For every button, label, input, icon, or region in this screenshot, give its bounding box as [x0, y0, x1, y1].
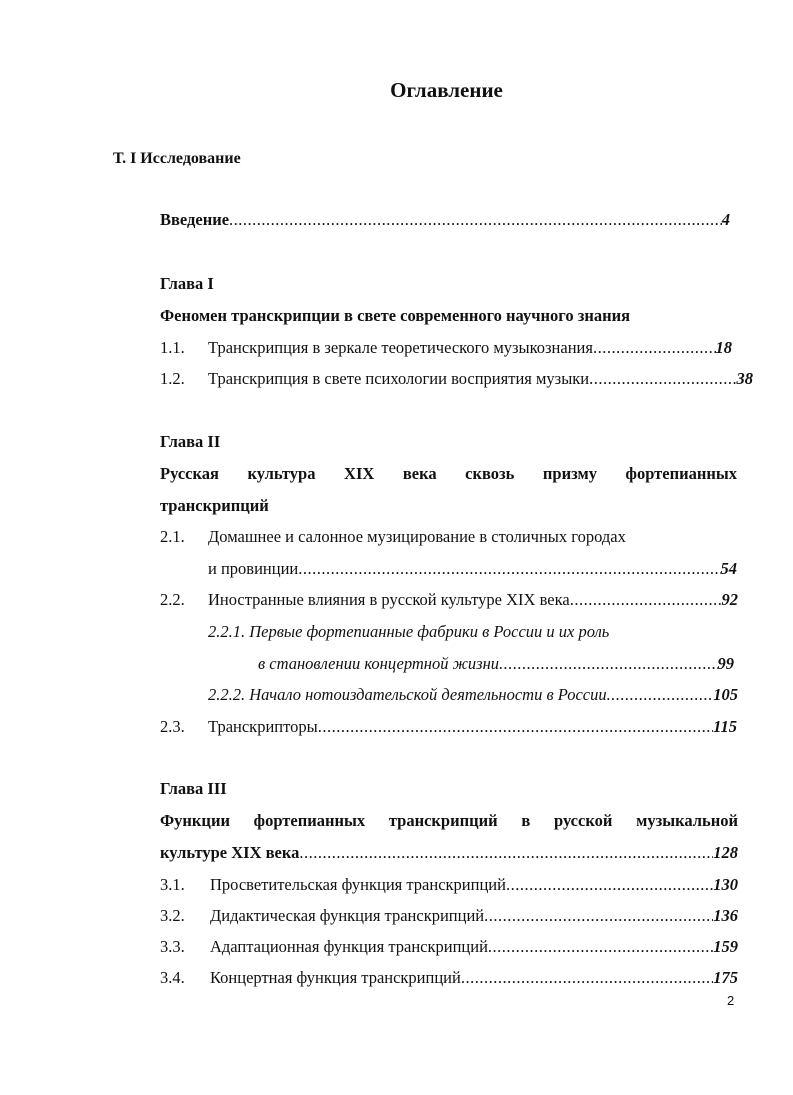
toc-entry-page: 4 [721, 210, 730, 229]
toc-entry-label: Транскрипция в зеркале теоретического музыкознания [208, 338, 593, 357]
toc-entry-label: Просветительская функция транскрипций [210, 875, 506, 894]
toc-entry-label: Адаптационная функция транскрипций [210, 937, 488, 956]
toc-subentry[interactable] [208, 685, 738, 705]
toc-entry-label: Дидактическая функция транскрипций [210, 906, 485, 925]
leader-dots [299, 843, 713, 863]
toc-entry-number: 3.3. [160, 937, 185, 956]
chapter-heading: Глава I [160, 274, 214, 293]
toc-entry[interactable] [210, 937, 738, 957]
leader-dots [298, 559, 720, 579]
part-heading: Т. I Исследование [113, 150, 241, 167]
leader-dots [484, 906, 713, 926]
leader-dots [488, 937, 713, 957]
leader-dots [570, 590, 722, 610]
leader-dots [461, 968, 713, 988]
toc-entry[interactable] [208, 559, 737, 579]
toc-entry-label: Транскрипция в свете психологии восприятия музыки [208, 369, 590, 388]
page-title: Оглавление [390, 78, 503, 102]
toc-entry-number: 2.1. [160, 527, 185, 546]
toc-entry-page: 130 [713, 875, 738, 894]
toc-entry-page: 136 [713, 906, 738, 925]
toc-entry-page: 115 [713, 717, 737, 736]
chapter-heading: Глава II [160, 432, 221, 451]
toc-entry-label: в становлении концертной жизни [258, 654, 500, 673]
toc-entry[interactable] [208, 338, 732, 358]
toc-entry-label: 2.2.2. Начало нотоиздательской деятельности в России [208, 685, 607, 704]
chapter-heading: Глава III [160, 779, 227, 798]
toc-subentry[interactable] [258, 654, 734, 674]
page-number: 2 [727, 993, 735, 1008]
toc-entry-label: Введение [160, 210, 230, 229]
toc-entry-label: Транскрипторы [208, 717, 318, 736]
toc-entry-label: и провинции [208, 559, 299, 578]
toc-entry[interactable] [210, 906, 738, 926]
toc-entry-label: Иностранные влияния в русской культуре XIX века [208, 590, 570, 609]
leader-dots [229, 210, 722, 230]
toc-entry-number: 1.1. [160, 338, 185, 357]
toc-entry-page: 92 [721, 590, 738, 609]
leader-dots [593, 338, 716, 358]
toc-entry-page: 175 [713, 968, 738, 987]
toc-entry[interactable] [210, 968, 738, 988]
toc-entry-page: 128 [713, 843, 738, 862]
toc-entry-page: 54 [720, 559, 737, 578]
toc-entry-page: 99 [717, 654, 734, 673]
toc-entry[interactable] [208, 590, 738, 610]
toc-entry-page: 38 [736, 369, 753, 388]
chapter-title-line: Функции фортепианных транскрипций в русской музыкальной [160, 811, 738, 830]
toc-entry-number: 3.2. [160, 906, 185, 925]
toc-entry[interactable] [208, 717, 737, 737]
toc-subentry-label-line: 2.2.1. Первые фортепианные фабрики в России и их роль [208, 622, 610, 641]
chapter-title-line: транскрипций [160, 496, 269, 515]
toc-entry-number: 3.1. [160, 875, 185, 894]
leader-dots [607, 685, 714, 705]
chapter-title-line: Русская культура XIX века сквозь призму фортепианных [160, 464, 737, 483]
toc-entry-intro[interactable] [160, 210, 730, 230]
toc-entry-label-line: Домашнее и салонное музицирование в столичных городах [208, 527, 626, 546]
toc-entry-chapter[interactable] [160, 843, 738, 863]
toc-entry-page: 18 [715, 338, 732, 357]
toc-entry-number: 2.3. [160, 717, 185, 736]
toc-entry-number: 1.2. [160, 369, 185, 388]
leader-dots [506, 875, 713, 895]
toc-entry-label: культуре XIX века [160, 843, 300, 862]
leader-dots [318, 717, 713, 737]
toc-entry-number: 2.2. [160, 590, 185, 609]
toc-entry[interactable] [210, 875, 738, 895]
leader-dots [499, 654, 717, 674]
leader-dots [589, 369, 736, 389]
toc-entry-label: Концертная функция транскрипций [210, 968, 461, 987]
toc-entry-page: 159 [713, 937, 738, 956]
toc-entry-number: 3.4. [160, 968, 185, 987]
toc-entry-page: 105 [713, 685, 738, 704]
toc-entry[interactable] [208, 369, 753, 389]
chapter-title: Феномен транскрипции в свете современного научного знания [160, 306, 631, 325]
